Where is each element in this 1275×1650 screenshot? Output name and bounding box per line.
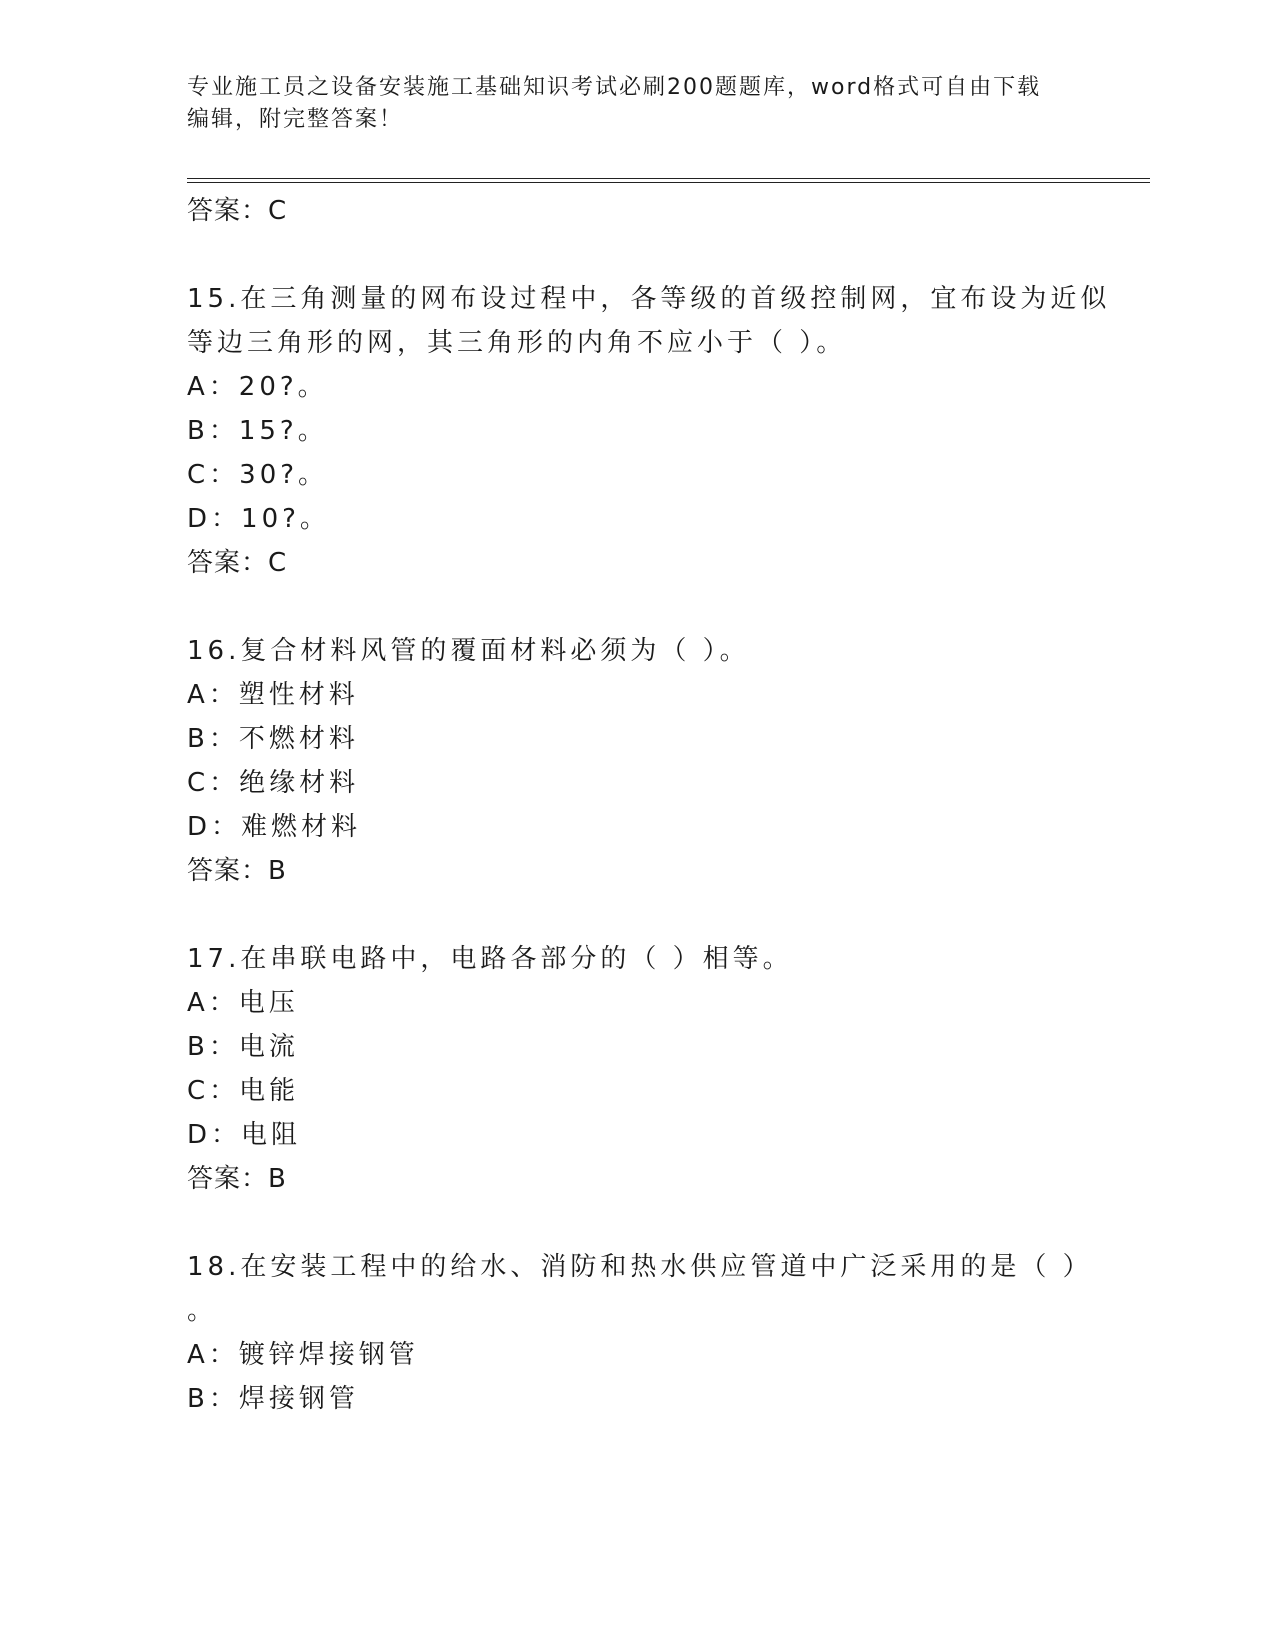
header-line-2: 编辑，附完整答案！ bbox=[187, 107, 404, 132]
q15-text-line-1: 15.在三角测量的网布设过程中，各等级的首级控制网，宜布设为近似 bbox=[187, 284, 1111, 314]
q15-option-a: A：20?。 bbox=[187, 372, 328, 402]
document-header bbox=[187, 72, 1087, 136]
header-rule-top bbox=[187, 178, 1150, 179]
q16-answer: 答案：B bbox=[187, 856, 287, 886]
q17-option-c: C：电能 bbox=[187, 1076, 300, 1106]
header-rule-bottom bbox=[187, 182, 1150, 183]
q17-option-d: D：电阻 bbox=[187, 1120, 302, 1150]
q17-option-a: A：电压 bbox=[187, 988, 299, 1018]
q15-option-c: C：30?。 bbox=[187, 460, 329, 490]
q16-option-c: C：绝缘材料 bbox=[187, 768, 360, 798]
q15-option-b: B：15?。 bbox=[187, 416, 328, 446]
q18-text-line-1: 18.在安装工程中的给水、消防和热水供应管道中广泛采用的是（ ） bbox=[187, 1252, 1093, 1282]
header-line-1: 专业施工员之设备安装施工基础知识考试必刷200题题库，word格式可自由下载 bbox=[187, 75, 1042, 100]
q17-option-b: B：电流 bbox=[187, 1032, 299, 1062]
q16-option-a: A：塑性材料 bbox=[187, 680, 359, 710]
q16-option-b: B：不燃材料 bbox=[187, 724, 359, 754]
q16-option-d: D：难燃材料 bbox=[187, 812, 362, 842]
q18-option-b: B：焊接钢管 bbox=[187, 1384, 359, 1414]
previous-answer: 答案：C bbox=[187, 196, 288, 226]
q17-text-line-1: 17.在串联电路中，电路各部分的（ ）相等。 bbox=[187, 944, 793, 974]
q15-answer: 答案：C bbox=[187, 548, 288, 578]
q17-answer: 答案：B bbox=[187, 1164, 287, 1194]
q15-text-line-2: 等边三角形的网，其三角形的内角不应小于（ ）。 bbox=[187, 328, 847, 358]
q18-text-line-2: 。 bbox=[187, 1296, 218, 1326]
q18-option-a: A：镀锌焊接钢管 bbox=[187, 1340, 419, 1370]
q16-text-line-1: 16.复合材料风管的覆面材料必须为（ ）。 bbox=[187, 636, 750, 666]
q15-option-d: D：10?。 bbox=[187, 504, 330, 534]
